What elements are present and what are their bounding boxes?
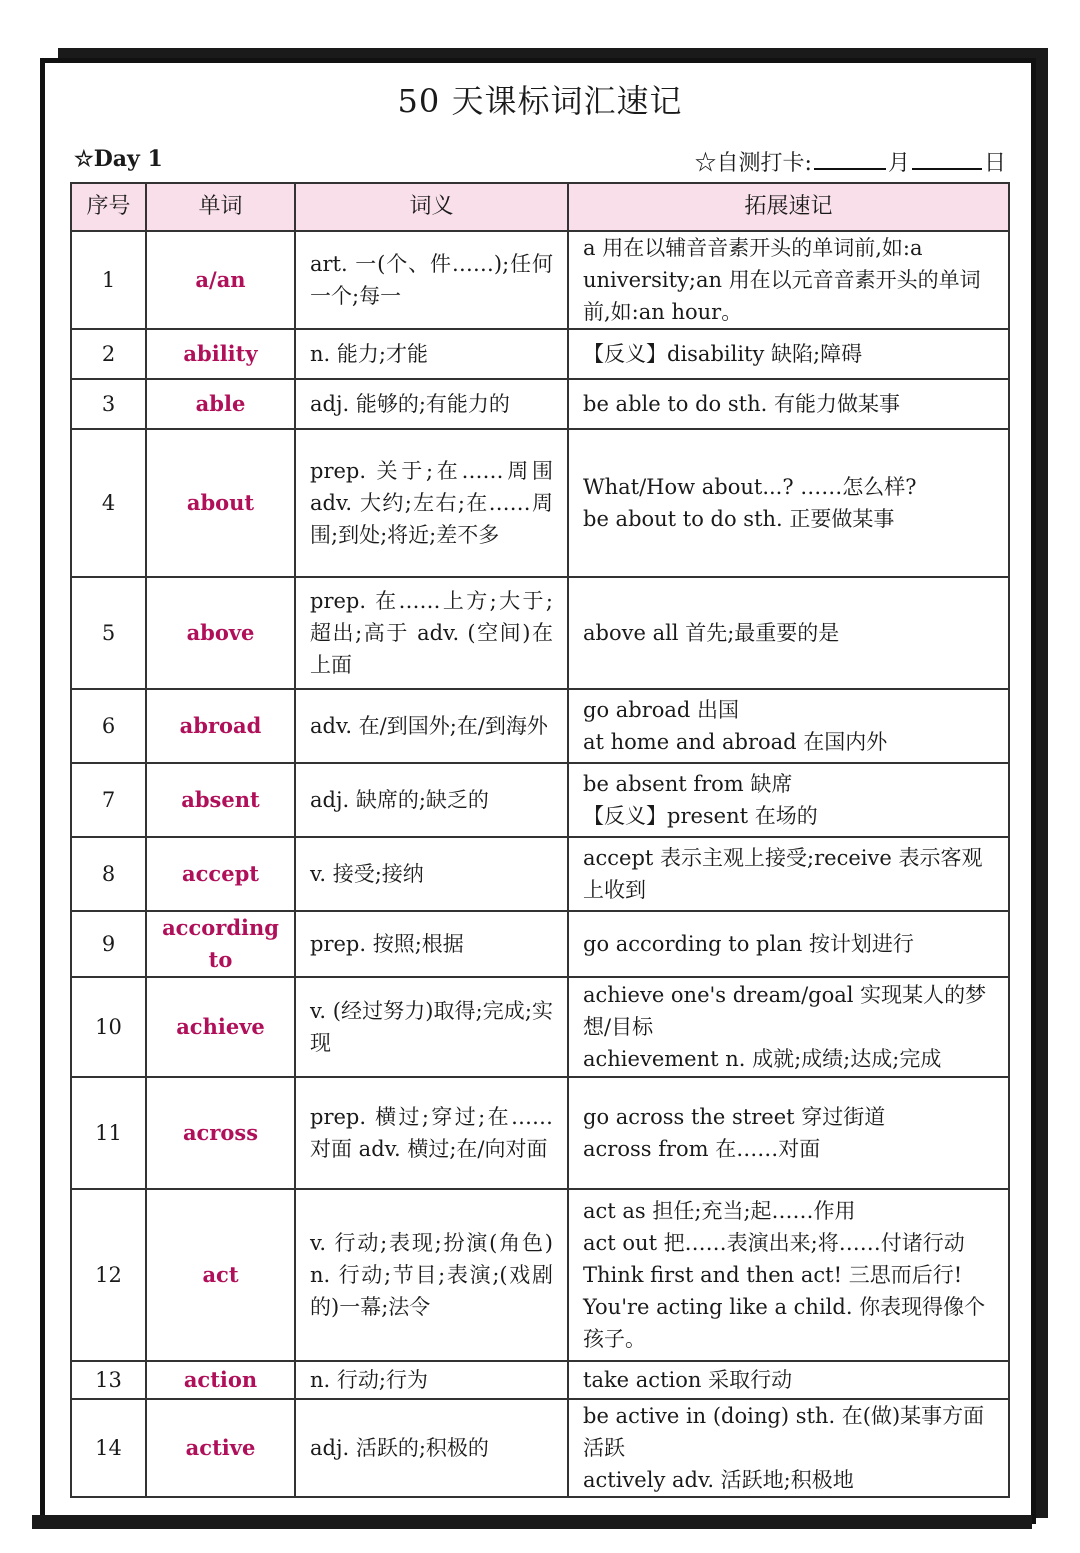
entry-notes (568, 329, 1009, 379)
table-row (71, 1399, 1009, 1497)
day-unit-label: 日 (983, 151, 1006, 176)
entry-word: about (146, 429, 295, 577)
entry-notes (568, 911, 1009, 977)
note-line: achieve one's dream/goal 实现某人的梦想/目标 (583, 983, 987, 1039)
note-line: 【反义】present 在场的 (583, 804, 818, 828)
entry-word: act (146, 1189, 295, 1361)
entry-number: 13 (71, 1361, 146, 1399)
entry-meaning: n. 能力;才能 (295, 329, 568, 379)
entry-meaning: v. (经过努力)取得;完成;实现 (295, 977, 568, 1077)
entry-meaning: prep. 关于;在……周围 adv. 大约;左右;在……周围;到处;将近;差不多 (295, 429, 568, 577)
entry-word: absent (146, 763, 295, 837)
table-row (71, 689, 1009, 763)
entry-notes (568, 231, 1009, 329)
table-row (71, 577, 1009, 689)
entry-number: 9 (71, 911, 146, 977)
table-row (71, 1189, 1009, 1361)
table-row (71, 763, 1009, 837)
frame-shadow-bottom (32, 1515, 1032, 1529)
entry-notes (568, 977, 1009, 1077)
table-row (71, 329, 1009, 379)
entry-word: able (146, 379, 295, 429)
table-row (71, 231, 1009, 329)
table-row (71, 379, 1009, 429)
entry-meaning: adj. 缺席的;缺乏的 (295, 763, 568, 837)
note-line: take action 采取行动 (583, 1368, 793, 1392)
entry-notes (568, 429, 1009, 577)
checkin-label: ☆自测打卡: (694, 151, 812, 176)
entry-word: above (146, 577, 295, 689)
entry-word: across (146, 1077, 295, 1189)
header-word: 单词 (146, 183, 295, 231)
note-line: go across the street 穿过街道 (583, 1105, 886, 1129)
header-meaning: 词义 (295, 183, 568, 231)
table-row (71, 1361, 1009, 1399)
entry-notes (568, 837, 1009, 911)
day-label: ☆Day 1 (74, 146, 163, 172)
entry-meaning: adv. 在/到国外;在/到海外 (295, 689, 568, 763)
vocabulary-table (70, 182, 1010, 1498)
month-blank[interactable] (814, 148, 886, 170)
note-line: Think first and then act! 三思而后行! (583, 1263, 963, 1287)
entry-number: 3 (71, 379, 146, 429)
entry-number: 14 (71, 1399, 146, 1497)
header-number: 序号 (71, 183, 146, 231)
entry-notes (568, 763, 1009, 837)
page-title: 50 天课标词汇速记 (397, 82, 683, 120)
entry-notes (568, 1361, 1009, 1399)
note-line: go according to plan 按计划进行 (583, 932, 914, 956)
entry-notes (568, 1399, 1009, 1497)
entry-notes (568, 577, 1009, 689)
entry-word: achieve (146, 977, 295, 1077)
note-line: achievement n. 成就;成绩;达成;完成 (583, 1047, 942, 1071)
table-row (71, 837, 1009, 911)
entry-number: 8 (71, 837, 146, 911)
entry-number: 4 (71, 429, 146, 577)
entry-meaning: n. 行动;行为 (295, 1361, 568, 1399)
entry-meaning: v. 行动;表现;扮演(角色) n. 行动;节目;表演;(戏剧的)一幕;法令 (295, 1189, 568, 1361)
entry-notes (568, 379, 1009, 429)
note-line: act out 把……表演出来;将……付诸行动 (583, 1231, 965, 1255)
self-check-in (695, 146, 1006, 177)
note-line: You're acting like a child. 你表现得像个孩子。 (583, 1295, 986, 1351)
table-row (71, 977, 1009, 1077)
entry-word: abroad (146, 689, 295, 763)
table-row (71, 911, 1009, 977)
entry-meaning: v. 接受;接纳 (295, 837, 568, 911)
entry-meaning: adj. 活跃的;积极的 (295, 1399, 568, 1497)
entry-word: active (146, 1399, 295, 1497)
note-line: What/How about...? ……怎么样? (583, 475, 917, 499)
entry-meaning: adj. 能够的;有能力的 (295, 379, 568, 429)
entry-notes (568, 1189, 1009, 1361)
entry-meaning: prep. 在……上方;大于;超出;高于 adv. (空间)在上面 (295, 577, 568, 689)
entry-meaning: prep. 按照;根据 (295, 911, 568, 977)
entry-number: 2 (71, 329, 146, 379)
note-line: across from 在……对面 (583, 1137, 821, 1161)
month-label: 月 (887, 151, 910, 176)
entry-notes (568, 689, 1009, 763)
entry-number: 7 (71, 763, 146, 837)
table-row (71, 429, 1009, 577)
entry-number: 12 (71, 1189, 146, 1361)
entry-word: ability (146, 329, 295, 379)
entry-word: accept (146, 837, 295, 911)
entry-number: 11 (71, 1077, 146, 1189)
entry-notes (568, 1077, 1009, 1189)
note-line: be about to do sth. 正要做某事 (583, 507, 895, 531)
entry-number: 1 (71, 231, 146, 329)
entry-number: 6 (71, 689, 146, 763)
note-line: go abroad 出国 (583, 698, 740, 722)
entry-number: 10 (71, 977, 146, 1077)
note-line: a 用在以辅音音素开头的单词前,如:a university;an 用在以元音音素开头的单词前,如:an hour。 (583, 236, 981, 324)
entry-word: action (146, 1361, 295, 1399)
note-line: be absent from 缺席 (583, 772, 793, 796)
entry-number: 5 (71, 577, 146, 689)
day-blank[interactable] (912, 148, 982, 170)
entry-meaning: prep. 横过;穿过;在……对面 adv. 横过;在/向对面 (295, 1077, 568, 1189)
note-line: accept 表示主观上接受;receive 表示客观上收到 (583, 846, 983, 902)
table-header-row (71, 183, 1009, 231)
entry-word: a/an (146, 231, 295, 329)
note-line: above all 首先;最重要的是 (583, 621, 840, 645)
note-line: be able to do sth. 有能力做某事 (583, 392, 900, 416)
note-line: be active in (doing) sth. 在(做)某事方面活跃 (583, 1404, 985, 1460)
note-line: actively adv. 活跃地;积极地 (583, 1468, 854, 1492)
entry-word: according to (146, 911, 295, 977)
table-row (71, 1077, 1009, 1189)
header-notes: 拓展速记 (568, 183, 1009, 231)
entry-meaning: art. 一(个、件……);任何一个;每一 (295, 231, 568, 329)
note-line: act as 担任;充当;起……作用 (583, 1199, 856, 1223)
note-line: 【反义】disability 缺陷;障碍 (583, 342, 863, 366)
note-line: at home and abroad 在国内外 (583, 730, 888, 754)
